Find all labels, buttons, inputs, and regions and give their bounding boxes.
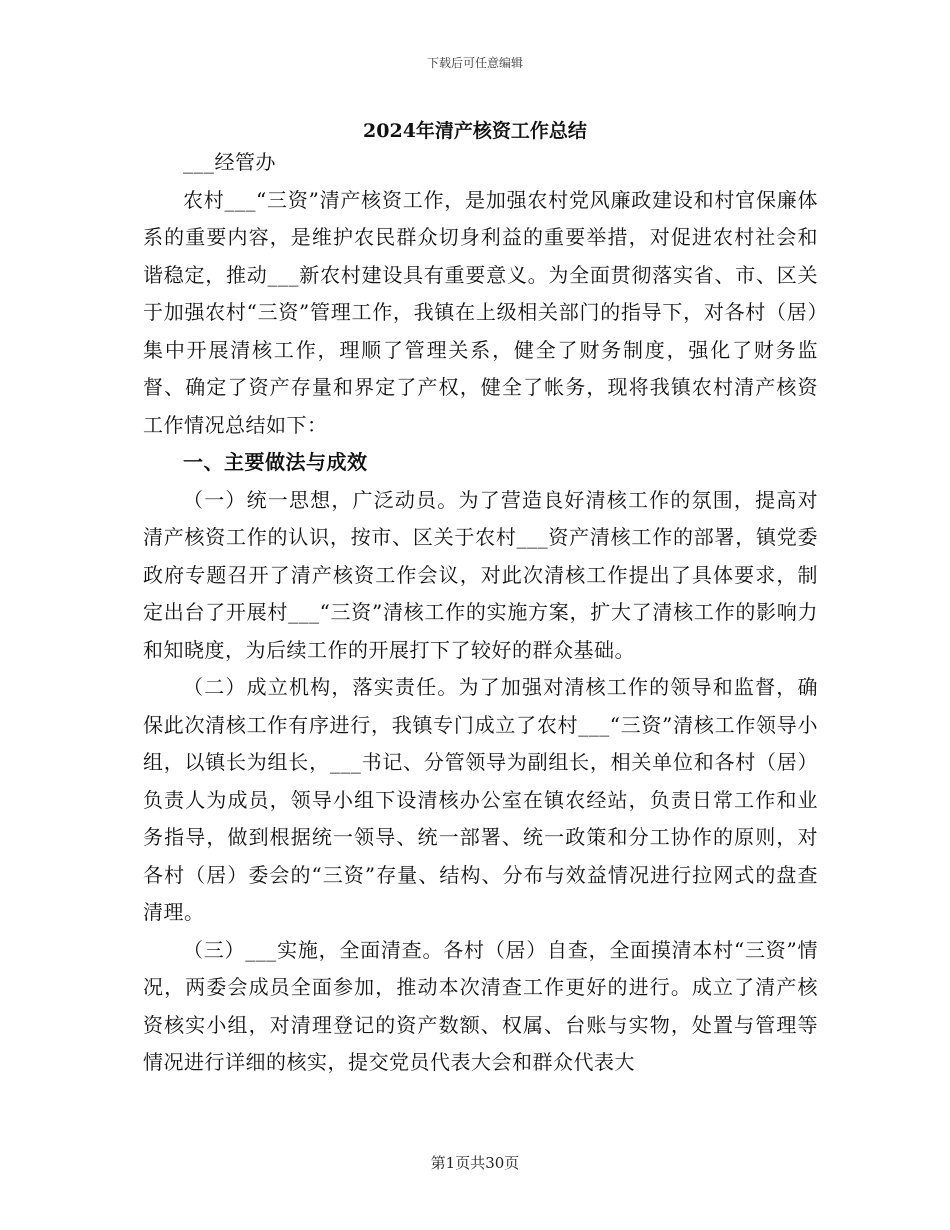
department-line: ___经管办: [183, 150, 276, 174]
intro-paragraph: 农村___“三资”清产核资工作，是加强农村党风廉政建设和村官保廉体系的重要内容，是维护农民群众切身利益的重要举措，对促进农村社会和谐稳定，推动___新农村建设具有重要意义。为全面贯彻落实省、市、区关于加强农村“三资”管理工作，我镇在上级相关部门的指导下，对各村（居）集中开展清核工作，理顺了管理关系，健全了财务制度，强化了财务监督、确定了资产存量和界定了产权，健全了帐务，现将我镇农村清产核资工作情况总结如下：: [143, 187, 818, 437]
document-title: 2024年清产核资工作总结: [363, 120, 587, 142]
section-heading: 一、主要做法与成效: [183, 450, 368, 474]
page-number: 第1页共30页: [430, 1154, 520, 1172]
download-note: 下载后可任意编辑: [426, 56, 523, 70]
item-3-paragraph: （三）___实施，全面清查。各村（居）自查，全面摸清本村“三资”情况，两委会成员全面参加，推动本次清查工作更好的进行。成立了清产核资核实小组，对清理登记的资产数额、权属、台账与实物，处置与管理等情况进行详细的核实，提交党员代表大会和群众代表大: [143, 937, 818, 1074]
document-body: [143, 144, 818, 1082]
item-2-paragraph: （二）成立机构，落实责任。为了加强对清核工作的领导和监督，确保此次清核工作有序进行，我镇专门成立了农村___“三资”清核工作领导小组，以镇长为组长，___书记、分管领导为副组长，相关单位和各村（居）负责人为成员，领导小组下设清核办公室在镇农经站，负责日常工作和业务指导，做到根据统一领导、统一部署、统一政策和分工协作的原则，对各村（居）委会的“三资”存量、结构、分布与效益情况进行拉网式的盘查清理。: [143, 675, 818, 924]
item-1-paragraph: （一）统一思想，广泛动员。为了营造良好清核工作的氛围，提高对清产核资工作的认识，按市、区关于农村___资产清核工作的部署，镇党委政府专题召开了清产核资工作会议，对此次清核工作提出了具体要求，制定出台了开展村___“三资”清核工作的实施方案，扩大了清核工作的影响力和知晓度，为后续工作的开展打下了较好的群众基础。: [143, 487, 818, 662]
